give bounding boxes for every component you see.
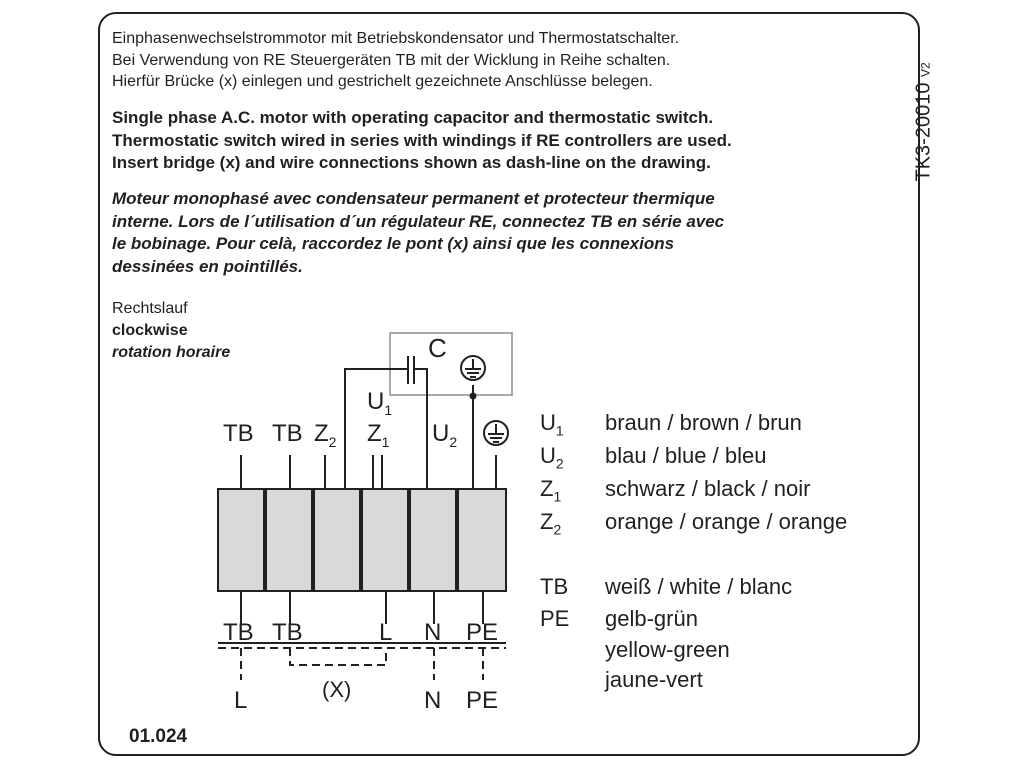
legend-value-tb: weiß / white / blanc	[605, 574, 793, 599]
bridge-label: (X)	[322, 677, 352, 702]
junction-dot	[470, 393, 477, 400]
legend-value-u2: blau / blue / bleu	[605, 443, 767, 468]
legend-key-u1: $U_1$	[540, 410, 564, 439]
terminal-block	[314, 489, 360, 591]
terminal-label-z2: $Z_2$	[314, 420, 337, 450]
terminal-label-tb: TB	[272, 420, 303, 447]
legend-value-z2: orange / orange / orange	[605, 509, 848, 534]
ground-icon	[484, 421, 508, 445]
legend-key-pe: PE	[540, 606, 570, 631]
legend-key-u2: $U_2$	[540, 443, 564, 472]
terminal-label-tb: TB	[223, 619, 254, 646]
text-line: Hierfür Brücke (x) einlegen und gestrichelt gezeichnete Anschlüsse belegen.	[112, 73, 653, 90]
terminal-label-z1: $Z_1$	[367, 420, 390, 450]
terminal-label-l: L	[379, 619, 393, 646]
terminal-label-tb: TB	[272, 619, 303, 646]
terminal-block	[266, 489, 312, 591]
text-line: dessinées en pointillés.	[112, 256, 303, 276]
rotation-fr: rotation horaire	[112, 344, 231, 361]
legend-key-tb: TB	[540, 574, 569, 599]
terminal-label-u2: $U_2$	[432, 420, 458, 450]
dashed-label-l: L	[234, 687, 248, 714]
legend-value-u1: braun / brown / brun	[605, 410, 802, 435]
terminal-label-tb: TB	[223, 420, 254, 447]
legend-key-z2: $Z_2$	[540, 509, 562, 538]
capacitor-label: C	[428, 333, 447, 363]
text-line: le bobinage. Pour celà, raccordez le pont (x) ainsi que les connexions	[112, 234, 675, 253]
capacitor-wire	[414, 369, 427, 489]
terminal-block	[458, 489, 506, 591]
legend-value-pe-en: yellow-green	[605, 637, 730, 662]
rotation-de: Rechtslauf	[112, 300, 188, 317]
legend-value-pe: gelb-grün	[605, 606, 698, 631]
drawing-number: 01.024	[129, 726, 188, 747]
dashed-connections	[218, 648, 506, 680]
ground-icon	[461, 356, 485, 380]
dashed-label-n: N	[424, 687, 442, 714]
legend-key-z1: $Z_1$	[540, 476, 562, 505]
rotation-en: clockwise	[112, 322, 188, 339]
dashed-label-pe: PE	[466, 687, 499, 714]
text-line: Thermostatic switch wired in series with windings if RE controllers are used.	[112, 130, 732, 150]
text-line: Moteur monophasé avec condensateur permanent et protecteur thermique	[112, 189, 715, 208]
terminal-label-pe: PE	[466, 619, 499, 646]
text-line: Insert bridge (x) and wire connections shown as dash-line on the drawing.	[112, 153, 711, 172]
terminal-block	[218, 489, 264, 591]
document-code: TK3-20010	[912, 82, 935, 182]
legend-value-z1: schwarz / black / noir	[605, 476, 811, 501]
terminal-label-n: N	[424, 619, 442, 646]
text-line: Bei Verwendung von RE Steuergeräten TB mit der Wicklung in Reihe schalten.	[112, 51, 671, 69]
terminal-block	[410, 489, 456, 591]
text-line: Single phase A.C. motor with operating capacitor and thermostatic switch.	[112, 108, 714, 127]
text-line: Einphasenwechselstrommotor mit Betriebskondensator und Thermostatschalter.	[112, 30, 680, 47]
u1-label: $U_1$	[367, 388, 393, 418]
legend-value-pe-fr: jaune-vert	[605, 667, 703, 692]
terminal-block	[362, 489, 408, 591]
text-line: interne. Lors de l´utilisation d´un régulateur RE, connectez TB en série avec	[112, 211, 725, 231]
document-version: V2	[918, 62, 933, 77]
